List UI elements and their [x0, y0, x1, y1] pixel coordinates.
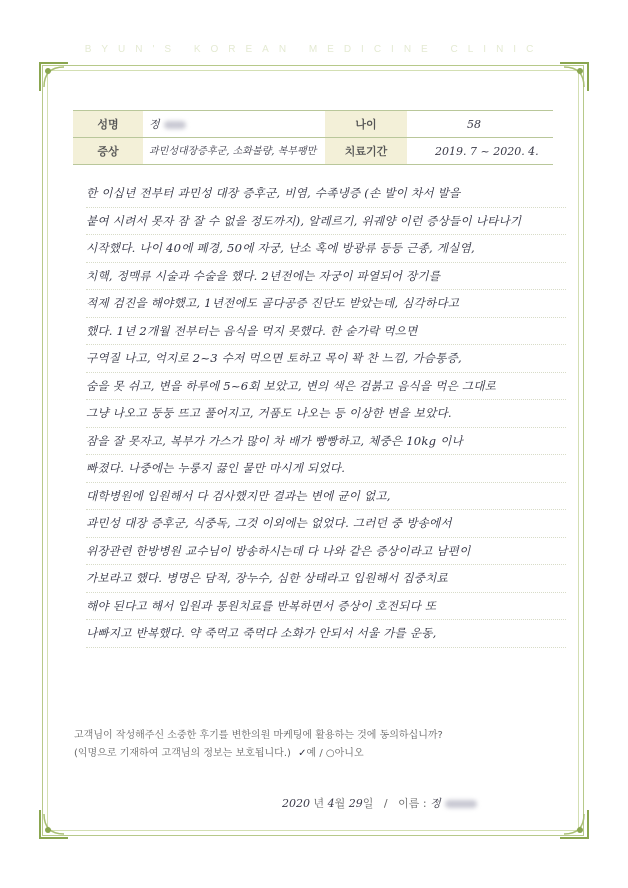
- review-line: 대학병원에 입원해서 다 검사했지만 결과는 변에 균이 없고,: [86, 483, 566, 511]
- review-line: 빠졌다. 나중에는 누룽지 끓인 물만 마시게 되었다.: [86, 455, 566, 483]
- age-label: 나이: [325, 111, 407, 138]
- period-cell: [407, 138, 553, 165]
- consent-yes-label: 예: [306, 748, 317, 759]
- review-line: 치핵, 정맥류 시술과 수술을 했다. 2년전에는 자궁이 파열되어 장기를: [86, 263, 566, 291]
- corner-ornament-icon: [38, 808, 70, 840]
- sign-name-value: 정: [430, 797, 441, 810]
- consent-note: (익명으로 기재하여 고객님의 정보는 보호됩니다.): [74, 748, 291, 759]
- review-body: [86, 180, 566, 648]
- redacted-name: [164, 121, 186, 129]
- symptom-label: 증상: [73, 138, 143, 165]
- review-line: 붙여 시려서 못자 잠 잘 수 없을 정도까지), 알레르기, 위궤양 이런 증상들이 나타나기: [86, 208, 566, 236]
- review-line: 숨을 못 쉬고, 변을 하루에 5~6회 보았고, 변의 색은 검붉고 음식을 먹은 그대로: [86, 373, 566, 401]
- symptom-cell: [143, 138, 325, 165]
- review-line: 과민성 대장 증후군, 식중독, 그것 이외에는 없었다. 그러던 중 방송에서: [86, 510, 566, 538]
- sign-day: 29: [348, 797, 363, 810]
- sign-month: 4: [327, 797, 335, 810]
- sign-day-unit: 일: [362, 797, 374, 810]
- clinic-watermark: BYUN'S KOREAN MEDICINE CLINIC: [84, 44, 544, 55]
- review-line: 그냥 나오고 둥둥 뜨고 풀어지고, 거품도 나오는 등 이상한 변을 보았다.: [86, 400, 566, 428]
- sign-name-label: 이름 :: [398, 797, 427, 810]
- review-line: 했다. 1년 2개월 전부터는 음식을 먹지 못했다. 한 숟가락 먹으면: [86, 318, 566, 346]
- review-line: 나빠지고 반복했다. 약 죽먹고 죽먹다 소화가 안되서 서울 가를 운동,: [86, 620, 566, 648]
- review-line: 시작했다. 나이 40에 폐경, 50에 자궁, 난소 혹에 방광류 등등 근종, 게실염,: [86, 235, 566, 263]
- symptom-value: 과민성대장증후군, 소화불량, 복부팽만: [149, 145, 317, 157]
- review-line: 해야 된다고 해서 입원과 통원치료를 반복하면서 증상이 호전되다 또: [86, 593, 566, 621]
- review-line: 한 이십년 전부터 과민성 대장 증후군, 비염, 수족냉증 (손 발이 차서 발을: [86, 180, 566, 208]
- consent-no-label: 아니오: [334, 748, 364, 759]
- review-line: 가보라고 했다. 병명은 담적, 장누수, 심한 상태라고 입원해서 집중치료: [86, 565, 566, 593]
- circle-icon[interactable]: ○: [325, 748, 335, 759]
- consent-separator: /: [319, 748, 323, 759]
- review-line: 위장관련 한방병원 교수님이 방송하시는데 다 나와 같은 증상이라고 남편이: [86, 538, 566, 566]
- review-line: 잠을 잘 못자고, 복부가 가스가 많이 차 배가 빵빵하고, 체중은 10kg 이나: [86, 428, 566, 456]
- review-line: 적제 검진을 해야했고, 1년전에도 골다공증 진단도 받았는데, 심각하다고: [86, 290, 566, 318]
- consent-options: [74, 745, 443, 763]
- checkmark-icon[interactable]: ✓: [298, 748, 307, 759]
- corner-ornament-icon: [38, 61, 70, 93]
- signature-line: [282, 795, 477, 811]
- age-value: 58: [467, 117, 481, 131]
- age-cell: [407, 111, 553, 138]
- redacted-signature: [445, 800, 477, 808]
- corner-ornament-icon: [558, 61, 590, 93]
- name-cell: [143, 111, 325, 138]
- sign-month-unit: 월: [334, 797, 346, 810]
- period-value: 2019. 7 ~ 2020. 4.: [435, 144, 539, 158]
- corner-ornament-icon: [558, 808, 590, 840]
- patient-info-table: [73, 110, 553, 165]
- period-label: 치료기간: [325, 138, 407, 165]
- sign-year-unit: 년: [313, 797, 325, 810]
- sign-separator: /: [383, 797, 388, 810]
- sign-year: 2020: [282, 797, 310, 810]
- name-label: 성명: [73, 111, 143, 138]
- review-line: 구역질 나고, 억지로 2~3 수저 먹으면 토하고 목이 꽉 찬 느낌, 가슴통증,: [86, 345, 566, 373]
- name-value: 정: [149, 118, 160, 131]
- consent-section: [74, 727, 443, 763]
- consent-question: 고객님이 작성해주신 소중한 후기를 변한의원 마케팅에 활용하는 것에 동의하십니까?: [74, 730, 443, 741]
